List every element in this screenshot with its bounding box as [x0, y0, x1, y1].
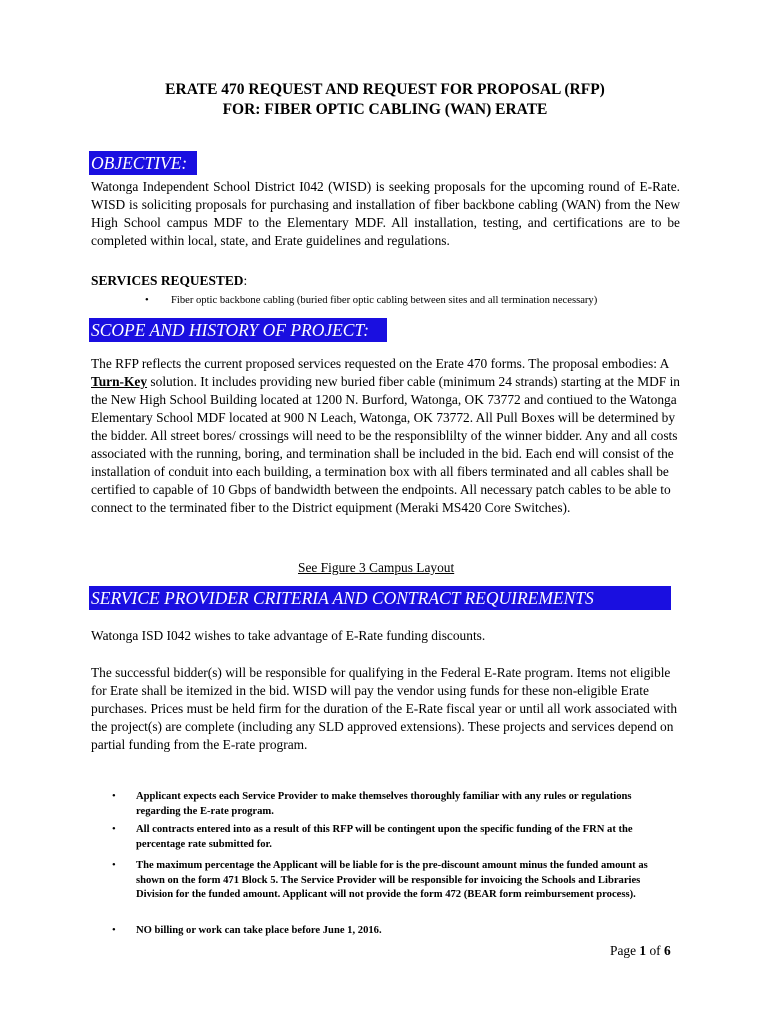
objective-heading: OBJECTIVE:: [89, 151, 197, 175]
objective-body: Watonga Independent School District I042 (WISD) is seeking proposals for the upcoming round of E-Rate. WISD is soliciting proposals for purchasing and installation of fiber backbone cabling (WAN) from the New High School campus MDF to the Elementary MDF. All installation, testing, and certifications are to be completed within local, state, and Erate guidelines and regulations.: [91, 179, 680, 248]
bullet-icon: •: [145, 295, 149, 306]
turnkey-term: Turn-Key: [91, 374, 148, 389]
bullet-icon: •: [112, 791, 116, 802]
page-total: 6: [663, 943, 671, 958]
bullet-icon: •: [112, 925, 116, 936]
service-provider-heading: SERVICE PROVIDER CRITERIA AND CONTRACT REQUIREMENTS: [89, 586, 671, 610]
service-provider-para2: The successful bidder(s) will be responsible for qualifying in the Federal E-Rate program. Items not eligible for Erate shall be itemized in the bid. WISD will pay the vendor using funds for these non-eligible Erate purchases. Prices must be held firm for the duration of the E-Rate fiscal year or until all work associated with the project(s) are complete (including any SLD approved extensions). These projects and services depend on partial funding from the E-rate program.: [91, 665, 678, 752]
scope-body: [91, 355, 680, 517]
page-number: [610, 942, 671, 960]
requirement-text: Applicant expects each Service Provider to make themselves thoroughly familiar with any rules or regulations regarding the E-rate program.: [136, 791, 632, 817]
figure-3-link[interactable]: See Figure 3 Campus Layout: [298, 560, 455, 575]
scope-heading: SCOPE AND HISTORY OF PROJECT:: [89, 318, 387, 342]
scope-body-start: The RFP reflects the current proposed services requested on the Erate 470 forms. The proposal embodies: A: [91, 356, 669, 371]
services-requested-label: SERVICES REQUESTED: [91, 273, 244, 288]
services-list-item-text: Fiber optic backbone cabling (buried fiber optic cabling between sites and all termination necessary): [171, 295, 598, 306]
document-title-line2: FOR: FIBER OPTIC CABLING (WAN) ERATE: [222, 101, 548, 118]
scope-body-rest: solution. It includes providing new buried fiber cable (minimum 24 strands) starting at the MDF in the New High School Building located at 1200 N. Burford, Watonga, OK 73772 and contiued to the Watonga Elementary School MDF located at 900 N Leach, Watonga, OK 73772. All Pull Boxes will be determined by the bidder. All street bores/ crossings will need to be the responsiblilty of the winner bidder. Any and all costs associated with the running, boring, and termination shall be included in the bid. Each end will consist of the installation of conduit into each building, a termination box with all fibers terminated and all cables shall be certified to capable of 10 Gbps of bandwidth between the endpoints. All necessary patch cables to be able to connect to the terminated fiber to the District equipment (Meraki MS420 Core Switches).: [91, 374, 680, 515]
page-current: 1: [639, 943, 647, 958]
bullet-icon: •: [112, 860, 116, 871]
page-word: Page: [610, 943, 637, 958]
requirement-text: The maximum percentage the Applicant will be liable for is the pre-discount amount minus the funded amount as shown on the form 471 Block 5. The Service Provider will be responsible for invoicing the Schools and Libraries Division for the funded amount. Applicant will not provide the form 472 (BEAR form reimbursement process).: [136, 860, 648, 900]
page-of: of: [649, 943, 661, 958]
services-requested-heading: [91, 272, 247, 290]
requirement-text: All contracts entered into as a result of this RFP will be contingent upon the specific funding of the FRN at the percentage rate submitted for.: [136, 824, 633, 850]
bullet-icon: •: [112, 824, 116, 835]
document-title-line1: ERATE 470 REQUEST AND REQUEST FOR PROPOSAL (RFP): [165, 81, 605, 98]
service-provider-para1: Watonga ISD I042 wishes to take advantage of E-Rate funding discounts.: [91, 628, 486, 643]
requirement-text: NO billing or work can take place before June 1, 2016.: [136, 925, 382, 936]
services-requested-colon: :: [243, 273, 248, 288]
